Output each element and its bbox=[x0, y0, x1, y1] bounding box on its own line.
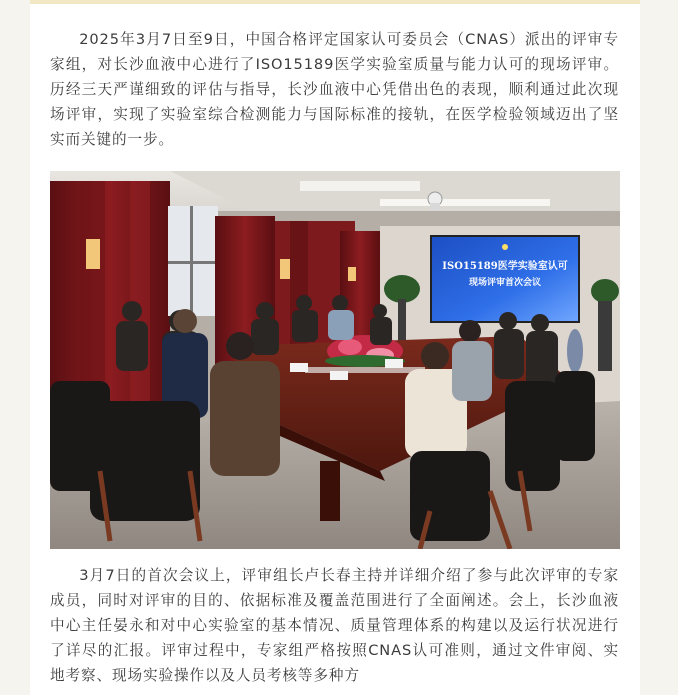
meeting-photo-illustration bbox=[50, 171, 620, 549]
article-paragraph-intro: 2025年3月7日至9日，中国合格评定国家认可委员会（CNAS）派出的评审专家组，对长沙血液中心进行了ISO15189医学实验室质量与能力认可的现场评审。历经三天严谨细致的评估与指导，长沙血液中心凭借出色的表现，顺利通过此次现场评审，实现了实验室综合检测能力与国际标准的接轨，在医学检验领域迈出了坚实而关键的一步。 bbox=[50, 31, 619, 148]
screen-title-line-1: ISO15189医学实验室认可 bbox=[442, 261, 568, 272]
left-margin bbox=[0, 0, 30, 695]
article-body bbox=[30, 4, 640, 695]
article-paragraph-meeting: 3月7日的首次会议上，评审组长卢长春主持并详细介绍了参与此次评审的专家成员，同时对评审的目的、依据标准及覆盖范围进行了全面阐述。会上，长沙血液中心主任晏永和对中心实验室的基本情况、质量管理体系的构建以及运行状况进行了详尽的汇报。评审过程中，专家组严格按照CNAS认可准则，通过文件审阅、实地考察、现场实验操作以及人员考核等多种方 bbox=[50, 567, 619, 684]
meeting-photo bbox=[50, 171, 620, 549]
screen-title-line-2: 现场评审首次会议 bbox=[468, 278, 542, 288]
right-margin bbox=[640, 0, 678, 695]
